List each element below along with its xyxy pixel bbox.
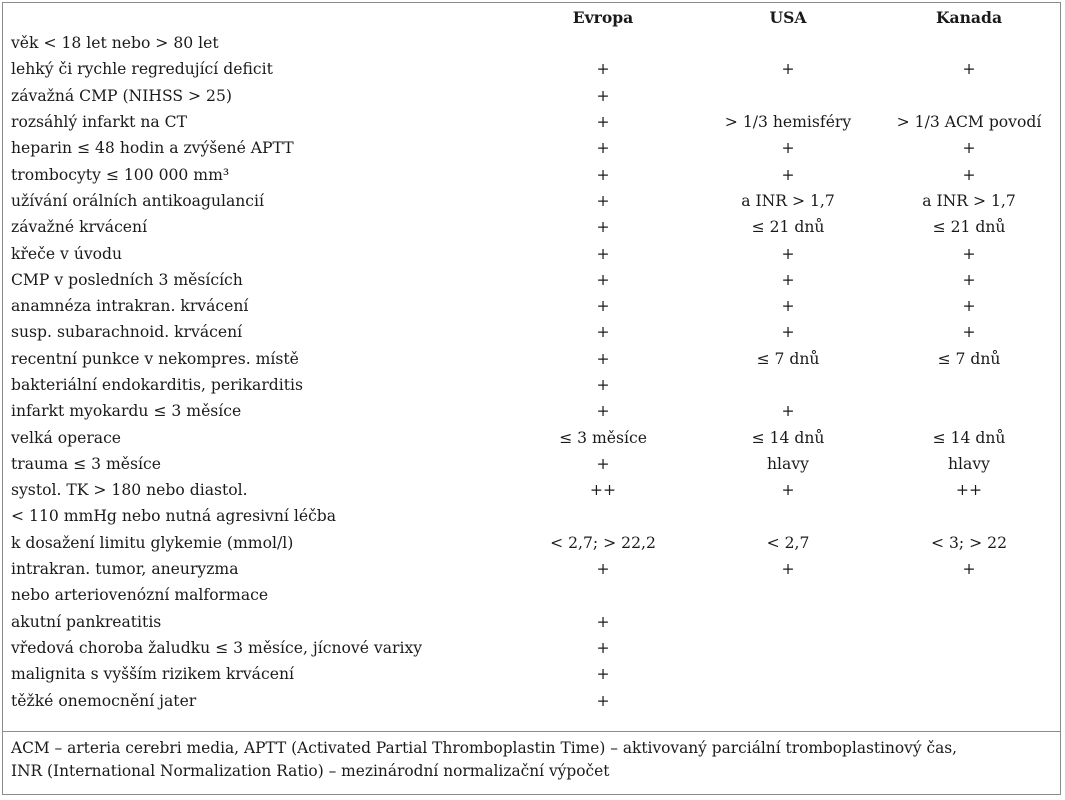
header-criterion	[8, 4, 508, 30]
cell-usa: +	[781, 244, 795, 263]
cell-usa: +	[781, 481, 795, 500]
cell-criterion: heparin ≤ 48 hodin a zvýšené APTT	[11, 139, 294, 158]
cell-criterion: k dosažení limitu glykemie (mmol/l)	[11, 533, 294, 552]
cell-criterion: trombocyty ≤ 100 000 mm³	[11, 165, 230, 184]
cell-europe: +	[596, 638, 610, 657]
cell-europe: ≤ 3 měsíce	[559, 428, 647, 447]
cell-canada: ≤ 21 dnů	[932, 218, 1006, 237]
cell-usa: +	[781, 270, 795, 289]
table-row	[8, 609, 1060, 635]
footnote	[11, 737, 1056, 783]
table-row	[8, 214, 1060, 240]
cell-canada: a INR > 1,7	[922, 191, 1016, 210]
cell-canada	[878, 372, 1060, 398]
table-row	[8, 83, 1060, 109]
cell-europe: +	[596, 218, 610, 237]
cell-criterion: intrakran. tumor, aneuryzma	[11, 560, 239, 579]
cell-criterion: velká operace	[11, 428, 122, 447]
table-row	[8, 30, 1060, 56]
cell-canada: +	[962, 244, 976, 263]
table-row	[8, 161, 1060, 187]
cell-europe	[508, 503, 698, 529]
cell-usa: +	[781, 402, 795, 421]
table-row	[8, 424, 1060, 450]
cell-canada: hlavy	[948, 454, 990, 473]
cell-europe: +	[596, 113, 610, 132]
cell-europe: +	[596, 191, 610, 210]
table-row	[8, 372, 1060, 398]
cell-europe: +	[596, 691, 610, 710]
cell-criterion: rozsáhlý infarkt na CT	[11, 113, 188, 132]
cell-criterion: užívání orálních antikoagulancií	[11, 191, 265, 210]
cell-europe: +	[596, 376, 610, 394]
cell-usa	[698, 83, 878, 109]
cell-usa: +	[781, 165, 795, 184]
cell-canada: +	[962, 270, 976, 289]
cell-usa: ≤ 21 dnů	[751, 218, 825, 237]
table-row	[8, 267, 1060, 293]
cell-usa: +	[781, 297, 795, 316]
cell-usa: +	[781, 60, 795, 79]
table-row	[8, 556, 1060, 582]
cell-criterion: infarkt myokardu ≤ 3 měsíce	[11, 402, 242, 421]
table-header	[8, 4, 1060, 30]
cell-canada: ++	[955, 481, 983, 500]
cell-canada	[878, 503, 1060, 529]
table-row	[8, 293, 1060, 319]
cell-criterion: akutní pankreatitis	[11, 612, 162, 631]
table-row	[8, 56, 1060, 82]
cell-europe	[508, 582, 698, 608]
cell-europe: +	[596, 244, 610, 263]
cell-criterion: nebo arteriovenózní malformace	[11, 586, 269, 605]
cell-criterion: susp. subarachnoid. krvácení	[11, 323, 243, 342]
cell-usa: ≤ 7 dnů	[756, 349, 820, 368]
cell-europe: +	[596, 86, 610, 105]
cell-canada: < 3; > 22	[930, 533, 1008, 552]
cell-criterion: závažná CMP (NIHSS > 25)	[11, 86, 232, 105]
cell-europe: +	[596, 454, 610, 473]
table-body	[8, 30, 1060, 714]
footnote-divider	[2, 731, 1061, 732]
cell-canada: ≤ 14 dnů	[932, 428, 1006, 447]
cell-usa: > 1/3 hemisféry	[724, 113, 852, 132]
contraindications-table	[8, 4, 1060, 714]
footnote-line-2: INR (International Normalization Ratio) – mezinárodní normalizační výpočet	[11, 762, 610, 780]
table-row	[8, 503, 1060, 529]
cell-canada	[878, 609, 1060, 635]
cell-europe: +	[596, 665, 610, 684]
cell-europe: +	[596, 60, 610, 79]
cell-europe	[508, 30, 698, 56]
cell-canada: +	[962, 139, 976, 158]
cell-europe: +	[596, 165, 610, 184]
cell-usa	[698, 635, 878, 661]
cell-usa	[698, 503, 878, 529]
cell-usa	[698, 582, 878, 608]
cell-usa	[698, 687, 878, 713]
cell-criterion: trauma ≤ 3 měsíce	[11, 454, 161, 473]
cell-criterion: vředová choroba žaludku ≤ 3 měsíce, jícnové varixy	[11, 638, 423, 657]
table-row	[8, 109, 1060, 135]
table-row	[8, 635, 1060, 661]
cell-usa	[698, 372, 878, 398]
cell-usa: a INR > 1,7	[741, 191, 835, 210]
header-europe: Evropa	[572, 7, 634, 27]
table-row	[8, 451, 1060, 477]
cell-criterion: lehký či rychle regredující deficit	[11, 60, 273, 79]
table-row	[8, 687, 1060, 713]
table-row	[8, 346, 1060, 372]
cell-criterion: bakteriální endokarditis, perikarditis	[11, 376, 303, 394]
table-row	[8, 240, 1060, 266]
cell-canada	[878, 83, 1060, 109]
table-row	[8, 319, 1060, 345]
cell-europe: +	[596, 560, 610, 579]
cell-criterion: křeče v úvodu	[11, 244, 123, 263]
cell-criterion: těžké onemocnění jater	[11, 691, 197, 710]
cell-europe: +	[596, 612, 610, 631]
cell-canada: +	[962, 297, 976, 316]
cell-canada: +	[962, 323, 976, 342]
cell-criterion: recentní punkce v nekompres. místě	[11, 349, 299, 368]
cell-criterion: malignita s vyšším rizikem krvácení	[11, 665, 294, 684]
header-row	[8, 4, 1060, 30]
cell-europe: +	[596, 323, 610, 342]
cell-usa: +	[781, 139, 795, 158]
table-row	[8, 530, 1060, 556]
cell-usa: < 2,7	[766, 533, 810, 552]
cell-usa	[698, 661, 878, 687]
table-row	[8, 582, 1060, 608]
cell-usa	[698, 609, 878, 635]
cell-canada	[878, 661, 1060, 687]
cell-usa: +	[781, 560, 795, 579]
cell-canada	[878, 687, 1060, 713]
cell-usa: +	[781, 323, 795, 342]
header-usa: USA	[769, 7, 807, 27]
cell-canada	[878, 635, 1060, 661]
cell-criterion: < 110 mmHg nebo nutná agresivní léčba	[11, 507, 337, 526]
table-row	[8, 477, 1060, 503]
cell-canada: +	[962, 60, 976, 79]
cell-europe: ++	[589, 481, 617, 500]
footnote-line-1: ACM – arteria cerebri media, APTT (Activated Partial Thromboplastin Time) – aktivovaný parciální tromboplastinový čas,	[11, 739, 958, 757]
cell-usa	[698, 30, 878, 56]
cell-europe: +	[596, 297, 610, 316]
cell-criterion: závažné krvácení	[11, 218, 148, 237]
cell-europe: +	[596, 349, 610, 368]
cell-canada: +	[962, 560, 976, 579]
table-row	[8, 661, 1060, 687]
cell-europe: < 2,7; > 22,2	[550, 533, 656, 552]
cell-canada: +	[962, 165, 976, 184]
header-canada: Kanada	[935, 7, 1003, 27]
table-row	[8, 398, 1060, 424]
cell-canada: > 1/3 ACM povodí	[896, 113, 1042, 132]
cell-europe: +	[596, 139, 610, 158]
cell-usa: hlavy	[767, 454, 809, 473]
cell-criterion: anamnéza intrakran. krvácení	[11, 297, 249, 316]
cell-criterion: věk < 18 let nebo > 80 let	[11, 34, 219, 53]
cell-canada: ≤ 7 dnů	[937, 349, 1001, 368]
cell-europe: +	[596, 402, 610, 421]
cell-canada	[878, 30, 1060, 56]
table-row	[8, 188, 1060, 214]
cell-criterion: systol. TK > 180 nebo diastol.	[11, 481, 248, 500]
table-row	[8, 135, 1060, 161]
cell-europe: +	[596, 270, 610, 289]
cell-canada	[878, 582, 1060, 608]
cell-criterion: CMP v posledních 3 měsících	[11, 270, 243, 289]
cell-usa: ≤ 14 dnů	[751, 428, 825, 447]
cell-canada	[878, 398, 1060, 424]
